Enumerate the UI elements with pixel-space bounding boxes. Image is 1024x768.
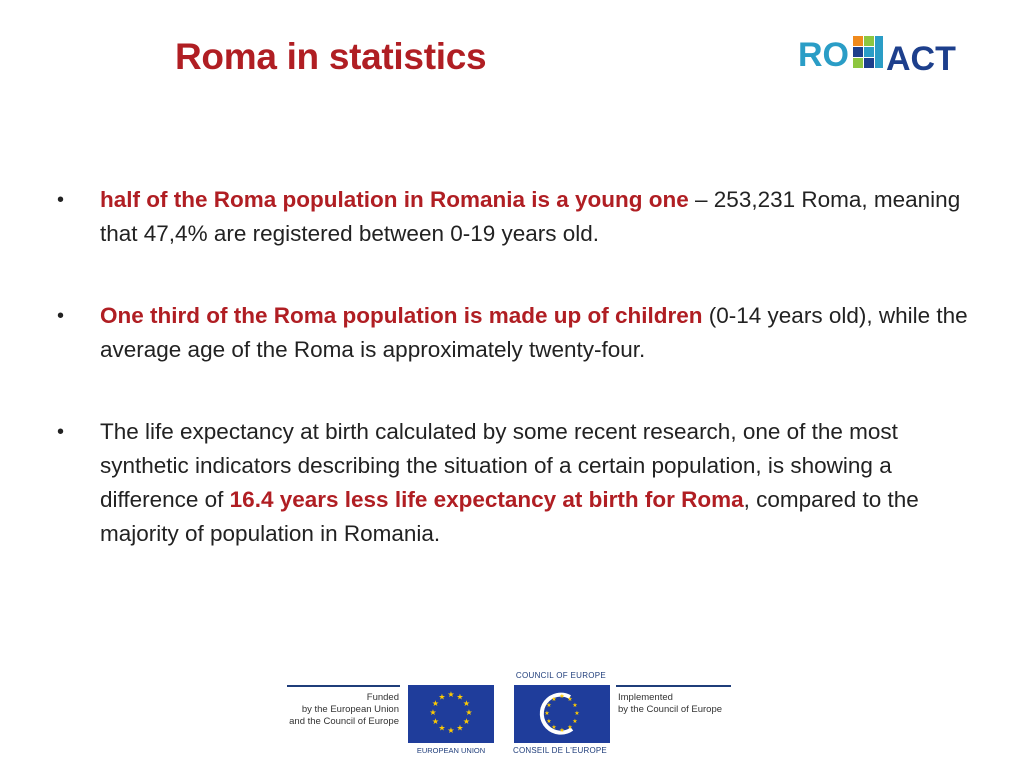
svg-text:★: ★ [431,717,440,726]
coe-label-en: COUNCIL OF EUROPE [515,671,607,680]
eu-flag-icon [408,685,494,743]
highlight-text: 16.4 years less life expectancy at birth for Roma [229,487,744,512]
implemented-by-text: Implemented by the Council of Europe [618,692,723,715]
svg-text:★: ★ [431,699,440,708]
svg-text:★: ★ [429,708,437,717]
divider [616,685,731,687]
svg-text:★: ★ [456,692,464,702]
funded-by-text: Funded by the European Union and the Council of Europe [289,692,399,727]
funding-footer [283,668,733,760]
bullet-dot-icon: • [57,305,65,327]
body-text: (0-14 years old), while the average age of the Roma is approximately twenty-four. [100,303,968,362]
svg-text:★: ★ [462,699,471,708]
svg-text:★: ★ [447,726,455,735]
highlight-text: One third of the Roma population is made up of children [100,303,703,328]
body-text: The life expectancy at birth calculated by some recent research, one of the most synthetic indicators describing the situation of a certain population, is showing a difference of [100,419,898,512]
eu-label: EUROPEAN UNION [416,746,486,755]
svg-text:★: ★ [572,702,578,709]
svg-text:★: ★ [465,708,473,717]
list-item [57,415,977,551]
body-text: , compared to the majority of population in Romania. [100,487,919,546]
svg-text:★: ★ [438,692,446,702]
bullet-dot-icon: • [57,189,65,211]
svg-text:★: ★ [546,718,552,725]
svg-text:★: ★ [551,724,557,731]
svg-text:★: ★ [567,696,573,703]
svg-text:★: ★ [447,690,455,699]
council-of-europe-logo-icon [514,685,610,743]
bullet-list [57,183,977,551]
list-item [57,299,977,367]
divider [287,685,400,687]
coe-label-fr: CONSEIL DE L'EUROPE [513,746,607,755]
svg-text:★: ★ [551,696,557,703]
svg-text:★: ★ [572,718,578,725]
list-item [57,183,977,251]
romact-logo [798,30,970,78]
body-text: – 253,231 Roma, meaning that 47,4% are registered between 0-19 years old. [100,187,961,246]
highlight-text: half of the Roma population in Romania is a young one [100,187,689,212]
svg-text:★: ★ [438,723,446,733]
svg-text:★: ★ [559,693,565,700]
svg-text:ACT: ACT [886,40,956,78]
svg-text:RO: RO [798,36,849,74]
svg-text:★: ★ [456,723,464,733]
svg-text:★: ★ [544,710,550,717]
svg-text:★: ★ [462,717,471,726]
svg-text:★: ★ [574,710,580,717]
svg-text:★: ★ [559,727,565,734]
bullet-dot-icon: • [57,421,65,443]
svg-text:★: ★ [567,724,573,731]
page-title: Roma in statistics [175,36,487,77]
svg-text:★: ★ [546,702,552,709]
